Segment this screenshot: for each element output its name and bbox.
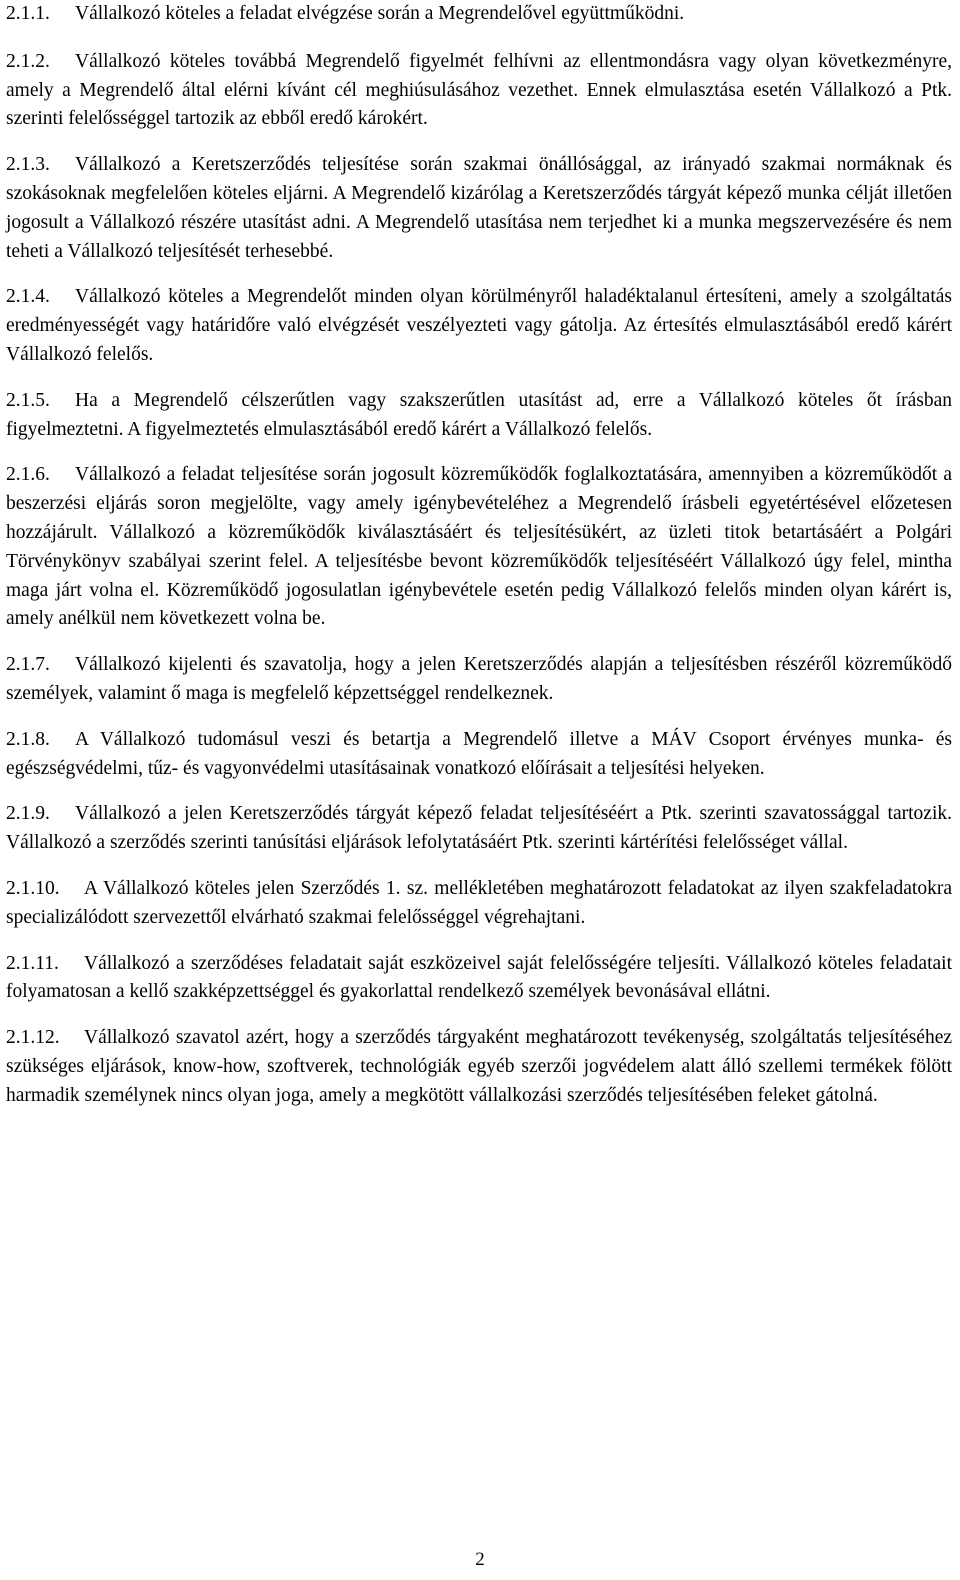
paragraph-text: Vállalkozó köteles a feladat elvégzése során a Megrendelővel együttműködni. (75, 3, 685, 24)
paragraph-number: 2.1.1. (6, 3, 50, 24)
paragraph-text: Vállalkozó a szerződéses feladatait saját eszközeivel saját felelősségére teljesíti. Vállalkozó köteles feladatait folyamatosan a kellő szakképzettséggel és gyakorlattal rendelkező személyek bevonásával ellátni. (6, 952, 952, 1003)
page-number: 2 (475, 1549, 485, 1570)
paragraph-2-1-6 (6, 461, 952, 634)
paragraph-2-1-5 (6, 387, 952, 445)
paragraph-number: 2.1.9. (6, 803, 50, 825)
paragraph-number: 2.1.6. (6, 464, 50, 486)
paragraph-number: 2.1.3. (6, 154, 50, 176)
paragraph-text: A Vállalkozó tudomásul veszi és betartja a Megrendelő illetve a MÁV Csoport érvényes munka- és egészségvédelmi, tűz- és vagyonvédelmi utasításainak vonatkozó előírásait a teljesítési helyeken. (6, 728, 952, 779)
paragraph-number: 2.1.7. (6, 654, 50, 676)
paragraph-2-1-9 (6, 800, 952, 858)
paragraph-2-1-11 (6, 950, 952, 1008)
paragraph-number: 2.1.10. (6, 877, 60, 899)
paragraph-text: Vállalkozó kijelenti és szavatolja, hogy a jelen Keretszerződés alapján a teljesítésben részéről közreműködő személyek, valamint ő maga is megfelelő képzettséggel rendelkeznek. (6, 654, 952, 704)
paragraph-number: 2.1.2. (6, 50, 50, 72)
paragraph-number: 2.1.11. (6, 952, 59, 974)
paragraph-text: A Vállalkozó köteles jelen Szerződés 1. sz. mellékletében meghatározott feladatokat az ilyen szakfeladatokra specializálódott szervezettől elvárható szakmai felelősséggel végrehajtani. (6, 877, 952, 928)
document-body (6, 0, 952, 1128)
paragraph-text: Ha a Megrendelő célszerűtlen vagy szakszerűtlen utasítást ad, erre a Vállalkozó köteles őt írásban figyelmeztetni. A figyelmeztetés elmulasztásából eredő kárért a Vállalkozó felelős. (6, 389, 952, 440)
paragraph-text: Vállalkozó köteles a Megrendelőt minden olyan körülményről haladéktalanul értesíteni, amely a szolgáltatás eredményességét vagy határidőre való elvégzését veszélyezteti vagy gátolja. Az értesítés elmulasztásából eredő kárért Vállalkozó felelős. (6, 286, 952, 365)
paragraph-number: 2.1.5. (6, 389, 50, 411)
paragraph-2-1-10 (6, 875, 952, 933)
paragraph-2-1-12 (6, 1024, 952, 1110)
paragraph-2-1-8 (6, 726, 952, 784)
paragraph-2-1-2 (6, 48, 952, 134)
paragraph-2-1-4 (6, 283, 952, 369)
paragraph-2-1-7 (6, 651, 952, 709)
paragraph-number: 2.1.12. (6, 1027, 60, 1049)
paragraph-number: 2.1.8. (6, 728, 50, 750)
paragraph-text: Vállalkozó köteles továbbá Megrendelő figyelmét felhívni az ellentmondásra vagy olyan következményre, amely a Megrendelő által elérni kívánt cél meghiúsulásához vezethet. Ennek elmulasztása esetén Vállalkozó a Ptk. szerinti felelősséggel tartozik az ebből eredő károkért. (6, 50, 952, 130)
paragraph-2-1-1 (6, 0, 952, 29)
paragraph-number: 2.1.4. (6, 286, 50, 308)
paragraph-text: Vállalkozó a jelen Keretszerződés tárgyát képező feladat teljesítéséért a Ptk. szerinti szavatossággal tartozik. Vállalkozó a szerződés szerinti tanúsítási eljárások lefolytatásáért Ptk. szerinti kártérítési felelősséget vállal. (6, 803, 952, 854)
paragraph-text: Vállalkozó szavatol azért, hogy a szerződés tárgyaként meghatározott tevékenység, szolgáltatás teljesítéséhez szükséges eljárások, know-how, szoftverek, technológiák egyéb szerzői jogvédelem alatt álló szellemi termékek fölött harmadik személynek nincs olyan joga, amely a megkötött vállalkozási szerződés teljesítésében feleket gátolná. (6, 1027, 952, 1106)
paragraph-2-1-3 (6, 151, 952, 266)
paragraph-text: Vállalkozó a feladat teljesítése során jogosult közreműködők foglalkoztatására, amennyiben a közreműködőt a beszerzési eljárás soron megjelölte, vagy amely igénybevételéhez a Megrendelő írásbeli egyetértésével előzetesen hozzájárult. Vállalkozó a közreműködők kiválasztásáért és teljesítésükért, az üzleti titok betartásáért a Polgári Törvénykönyv szabályai szerint felel. A teljesítésbe bevont közreműködők teljesítéséért Vállalkozó úgy felel, mintha maga járt volna el. Közreműködő jogosulatlan igénybevétele esetén pedig Vállalkozó felelős minden olyan kárért is, amely anélkül nem következett volna be. (6, 464, 952, 630)
paragraph-text: Vállalkozó a Keretszerződés teljesítése során szakmai önállósággal, az irányadó szakmai normáknak és szokásoknak megfelelően köteles eljárni. A Megrendelő kizárólag a Keretszerződés tárgyát képező munka célját illetően jogosult a Vállalkozó részére utasítást adni. A Megrendelő utasítása nem terjedhet ki a munka megszervezésére és nem teheti a Vállalkozó teljesítését terhesebbé. (6, 154, 952, 262)
